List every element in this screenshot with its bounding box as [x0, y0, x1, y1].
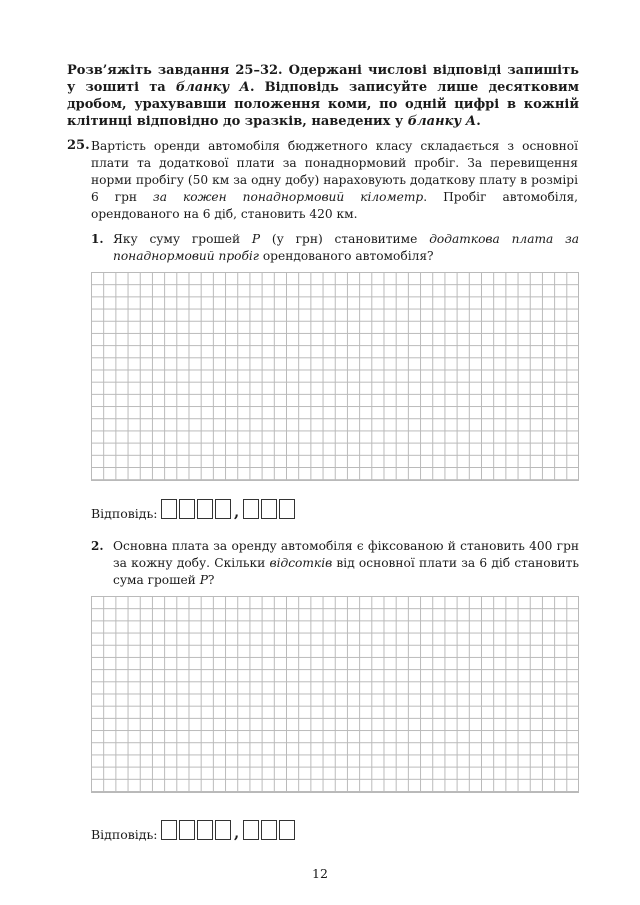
- answer-cell[interactable]: [243, 499, 259, 519]
- question-2-var: P: [199, 573, 208, 587]
- task-number: 25.: [67, 138, 90, 153]
- answer-cell[interactable]: [215, 499, 231, 519]
- question-1-text-b: (у грн) становитиме: [260, 232, 430, 246]
- answer-cell[interactable]: [261, 499, 277, 519]
- instructions-text-3: .: [476, 114, 481, 129]
- instructions-form-ref-1: бланку А: [175, 80, 250, 95]
- answer-cell[interactable]: [179, 499, 195, 519]
- question-1-var: P: [251, 232, 261, 246]
- question-2-text-italic: відсотків: [269, 556, 333, 570]
- answer-cell[interactable]: [197, 820, 213, 840]
- task-text-1: Вартість оренди автомобіля бюджетного класу складається з основної плати та додаткової плати за понаднормовий пробіг. За перевищення норми пробігу (50 км за одну добу) нараховують додаткову плату в розмірі 6 грн: [91, 139, 578, 204]
- question-1-text: [113, 231, 579, 265]
- question-2-number: 2.: [91, 539, 104, 553]
- answer-cell[interactable]: [215, 820, 231, 840]
- instructions-form-ref-2: бланку А: [407, 114, 477, 129]
- answer-cell[interactable]: [243, 820, 259, 840]
- question-2-text: [113, 538, 579, 589]
- question-2-text-b: від основної плати за 6 діб становить сума грошей: [113, 556, 579, 587]
- answer-cell[interactable]: [261, 820, 277, 840]
- question-2-scratch-grid[interactable]: [91, 596, 579, 793]
- question-2-text-c: ?: [207, 573, 215, 587]
- page-number: 12: [312, 866, 328, 881]
- answer-cell[interactable]: [161, 499, 177, 519]
- question-1-text-italic: додаткова плата за понаднормовий пробіг: [113, 232, 580, 263]
- question-1-answer-label: Відповідь:: [91, 506, 158, 521]
- question-2-text-a: Основна плата за оренду автомобіля є фіксованою й становить 400 грн за кожну добу. Скільки: [113, 539, 579, 570]
- answer-cell[interactable]: [197, 499, 213, 519]
- answer-cell[interactable]: [279, 820, 295, 840]
- instructions-text-2: . Відповідь записуйте лише десятковим дробом, урахувавши положення коми, по одній цифрі в кожній клітинці відповідно до зразків, наведених у: [67, 80, 579, 129]
- question-1-text-c: орендованого автомобіля?: [258, 249, 434, 263]
- question-1-text-a: Яку суму грошей: [113, 232, 252, 246]
- task-text-italic: за кожен понаднормовий кілометр: [153, 190, 424, 204]
- task-statement: [91, 138, 578, 223]
- instructions: [67, 62, 579, 130]
- question-2-answer-label: Відповідь:: [91, 827, 158, 842]
- question-1-scratch-grid[interactable]: [91, 272, 579, 481]
- answer-cell[interactable]: [161, 820, 177, 840]
- answer-cell[interactable]: [279, 499, 295, 519]
- question-1-number: 1.: [91, 232, 104, 246]
- instructions-text-1: Розв’яжіть завдання 25–32. Одержані числові відповіді запишіть у зошиті та: [67, 63, 579, 95]
- decimal-comma: ,: [234, 824, 240, 842]
- decimal-comma: ,: [234, 503, 240, 521]
- answer-cell[interactable]: [179, 820, 195, 840]
- task-text-2: . Пробіг автомобіля, орендованого на 6 діб, становить 420 км.: [91, 190, 579, 221]
